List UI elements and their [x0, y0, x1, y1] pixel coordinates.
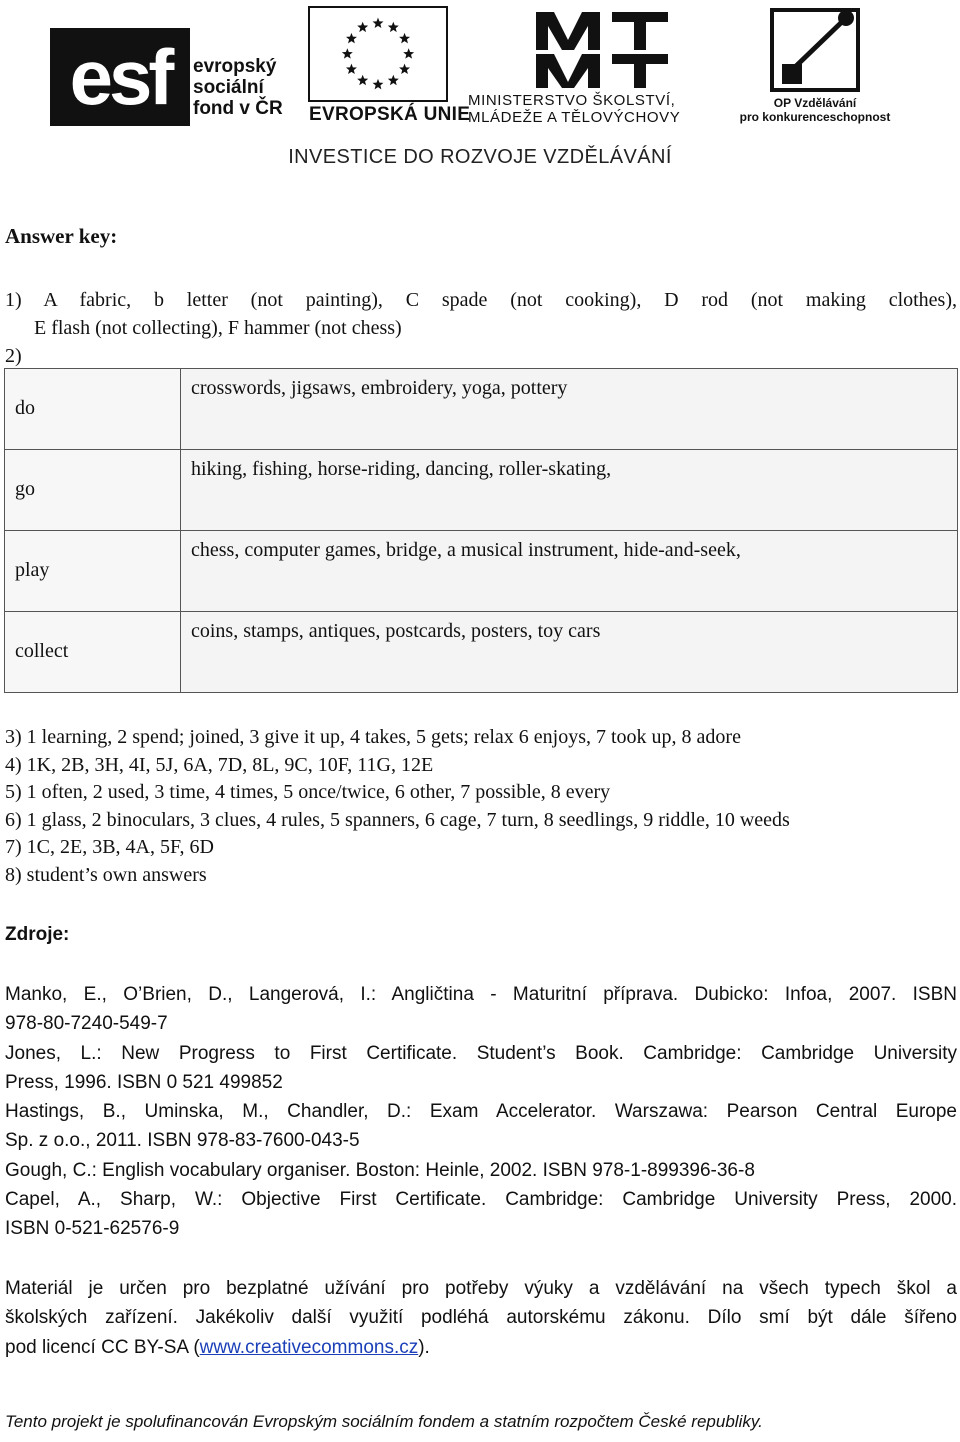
answer-1-line-1: 1) A fabric, b letter (not painting), C spade (not cooking), D rod (not making clothes),: [5, 289, 957, 311]
table-row: [5, 450, 958, 531]
verb-cell: do: [5, 369, 181, 450]
eu-star-icon: [357, 22, 368, 32]
eu-caption: EVROPSKÁ UNIE: [309, 104, 471, 125]
eu-star-icon: [346, 64, 357, 74]
slogan: INVESTICE DO ROZVOJE VZDĚLÁVÁNÍ: [288, 146, 672, 168]
eu-star-icon: [399, 64, 410, 74]
license-notice: [5, 1274, 957, 1362]
items-cell: coins, stamps, antiques, postcards, posters, toy cars: [181, 612, 958, 693]
answer-7: 7) 1C, 2E, 3B, 4A, 5F, 6D: [5, 836, 214, 858]
sources-list: [5, 980, 957, 1244]
eu-star-icon: [357, 75, 368, 85]
answer-4: 4) 1K, 2B, 3H, 4I, 5J, 6A, 7D, 8L, 9C, 10F, 11G, 12E: [5, 753, 434, 776]
logo-header: [0, 0, 960, 180]
answer-3: 3) 1 learning, 2 spend; joined, 3 give it up, 4 takes, 5 gets; relax 6 enjoys, 7 took up, 8 adore: [5, 726, 741, 748]
notice-line: pod licencí CC BY-SA (www.creativecommons.cz).: [5, 1336, 430, 1358]
eu-star-icon: [399, 33, 410, 43]
table-row: [5, 612, 958, 693]
op-logo-icon: [766, 6, 866, 94]
source-line: Sp. z o.o., 2011. ISBN 978-83-7600-043-5: [5, 1130, 360, 1152]
verb-cell: play: [5, 531, 181, 612]
creativecommons-link[interactable]: www.creativecommons.cz: [199, 1336, 419, 1358]
answer-2-label: 2): [5, 345, 22, 367]
source-line: Hastings, B., Uminska, M., Chandler, D.: Exam Accelerator. Warszawa: Pearson Central Europe: [5, 1101, 957, 1123]
items-cell: chess, computer games, bridge, a musical instrument, hide-and-seek,: [181, 531, 958, 612]
items-cell: crosswords, jigsaws, embroidery, yoga, pottery: [181, 369, 958, 450]
verb-cell: go: [5, 450, 181, 531]
op-caption: OP Vzdělávání pro konkurenceschopnost: [739, 96, 891, 124]
eu-star-icon: [388, 75, 399, 85]
answer-8: 8) student’s own answers: [5, 863, 207, 886]
table-row: [5, 369, 958, 450]
table-row: [5, 531, 958, 612]
esf-logo-mark: esf: [69, 33, 171, 121]
eu-star-icon: [403, 48, 414, 58]
msmt-caption: MINISTERSTVO ŠKOLSTVÍ, MLÁDEŽE A TĚLOVÝCHOVY: [468, 92, 681, 126]
answer-1-line-2: E flash (not collecting), F hammer (not chess): [34, 317, 402, 339]
source-line: 978-80-7240-549-7: [5, 1013, 168, 1035]
notice-line: Materiál je určen pro bezplatné užívání pro potřeby výuky a vzdělávání na všech typech škol a: [5, 1278, 957, 1299]
sources-heading: Zdroje:: [5, 924, 70, 945]
eu-star-icon: [373, 79, 384, 89]
eu-star-icon: [388, 22, 399, 32]
eu-flag-icon: [308, 6, 448, 102]
msmt-logo-icon: [532, 6, 672, 90]
source-line: Press, 1996. ISBN 0 521 499852: [5, 1071, 283, 1093]
answer-key-heading: Answer key:: [5, 224, 118, 248]
source-line: Capel, A., Sharp, W.: Objective First Certificate. Cambridge: Cambridge University Press, 2000.: [5, 1189, 957, 1211]
answer-5: 5) 1 often, 2 used, 3 time, 4 times, 5 once/twice, 6 other, 7 possible, 8 every: [5, 781, 611, 803]
answer-6: 6) 1 glass, 2 binoculars, 3 clues, 4 rules, 5 spanners, 6 cage, 7 turn, 8 seedlings, 9 riddle, 10 weeds: [5, 808, 790, 831]
verb-cell: collect: [5, 612, 181, 693]
eu-star-icon: [342, 48, 353, 58]
items-cell: hiking, fishing, horse-riding, dancing, roller-skating,: [181, 450, 958, 531]
answers-list: [5, 724, 957, 889]
source-line: Manko, E., O’Brien, D., Langerová, I.: Angličtina - Maturitní příprava. Dubicko: Infoa, 2007. ISBN: [5, 984, 957, 1005]
esf-caption: evropský sociální fond v ČR: [193, 56, 283, 119]
eu-star-icon: [373, 18, 384, 28]
source-line: ISBN 0-521-62576-9: [5, 1218, 180, 1240]
source-line: Jones, L.: New Progress to First Certificate. Student’s Book. Cambridge: Cambridge University: [5, 1042, 957, 1064]
source-line: Gough, C.: English vocabulary organiser. Boston: Heinle, 2002. ISBN 978-1-899396-36-8: [5, 1159, 755, 1181]
eu-star-icon: [346, 33, 357, 43]
footer-note: Tento projekt je spolufinancován Evropským sociálním fondem a statním rozpočtem České republiky.: [5, 1412, 763, 1431]
notice-line: školských zařízení. Jakékoliv další využití podléhá autorskému zákonu. Dílo smí být dále šířeno: [5, 1307, 957, 1329]
verb-collocation-table: [4, 368, 958, 693]
